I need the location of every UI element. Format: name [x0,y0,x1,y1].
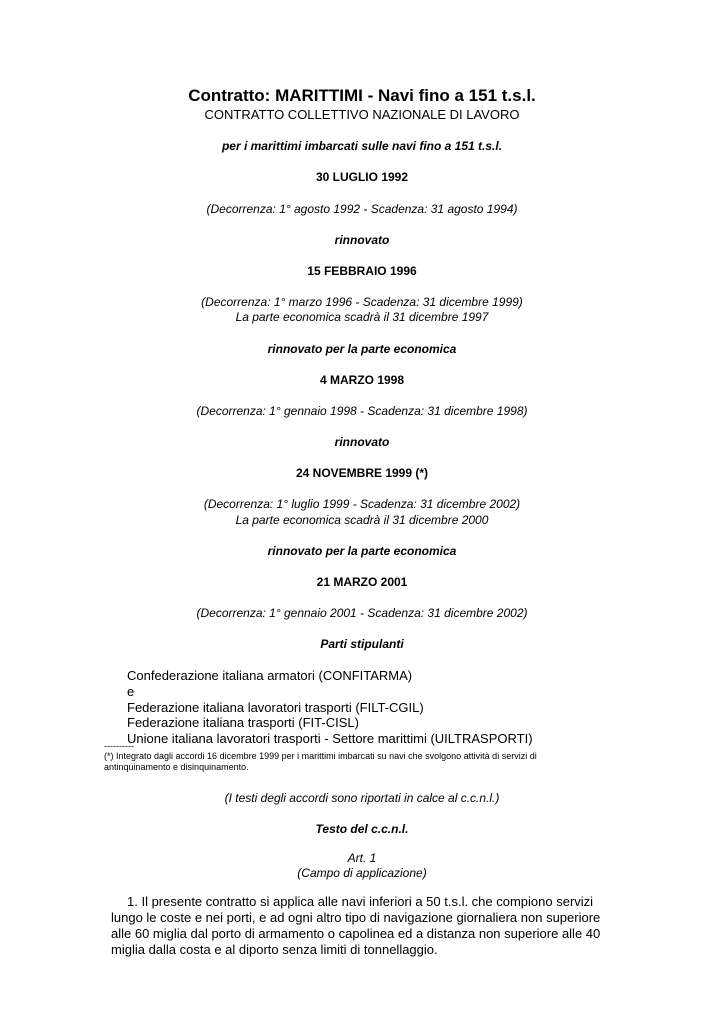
agreement-date: 24 NOVEMBRE 1999 (*) [295,466,429,480]
party-item: Federazione italiana trasporti (FIT-CISL) [127,715,359,730]
agreement-validity: (Decorrenza: 1° gennaio 2001 - Scadenza: 31 dicembre 2002) [196,606,528,620]
party-item: Federazione italiana lavoratori trasporti (FILT-CGIL) [127,700,424,715]
footnote-text: antinquinamento e disinquinamento. [104,762,249,772]
article-paragraph: 1. Il presente contratto si applica alle navi inferiori a 50 t.s.l. che compiono servizi lungo le coste e nei porti, e ad ogni altro tipo di navigazione giornaliera non superiore alle 60 miglia dal porto di armamento o capolinea ed a distanza non superiore alle 40 miglia dalla costa e al diporto senza limiti di tonnellaggio. [111,894,601,957]
parties-heading: Parti stipulanti [320,637,404,651]
party-item: Confederazione italiana armatori (CONFITARMA) [127,668,413,683]
agreement-validity: (Decorrenza: 1° gennaio 1998 - Scadenza: 31 dicembre 1998) [196,404,528,418]
agreement-validity: (Decorrenza: 1° luglio 1999 - Scadenza: 31 dicembre 2002) [203,497,521,511]
party-item: Unione italiana lavoratori trasporti - Settore marittimi (UILTRASPORTI) [127,731,533,746]
texts-note: (I testi degli accordi sono riportati in calce al c.c.n.l.) [224,791,500,805]
footnote-separator: ---------- [104,741,134,751]
renewal-status: rinnovato per la parte economica [267,544,457,558]
agreement-date: 15 FEBBRAIO 1996 [307,264,417,278]
footnote-text: (*) Integrato dagli accordi 16 dicembre 1999 per i marittimi imbarcati su navi che svolgono attività di servizi di [104,751,537,761]
document-subtitle: CONTRATTO COLLETTIVO NAZIONALE DI LAVORO [204,107,520,122]
document-title: Contratto: MARITTIMI - Navi fino a 151 t.s.l. [188,86,536,105]
renewal-status: rinnovato [334,233,390,247]
agreement-validity: (Decorrenza: 1° marzo 1996 - Scadenza: 31 dicembre 1999) [201,295,523,309]
text-heading: Testo del c.c.n.l. [315,822,409,836]
party-conjunction: e [127,684,135,699]
agreement-validity: (Decorrenza: 1° agosto 1992 - Scadenza: 31 agosto 1994) [206,202,518,216]
agreement-date: 30 LUGLIO 1992 [315,170,409,184]
agreement-date: 21 MARZO 2001 [316,575,408,589]
agreement-note: La parte economica scadrà il 31 dicembre 1997 [235,310,489,324]
agreement-date: 4 MARZO 1998 [319,373,405,387]
agreement-note: La parte economica scadrà il 31 dicembre 2000 [235,513,489,527]
renewal-status: rinnovato [334,435,390,449]
renewal-status: rinnovato per la parte economica [267,342,457,356]
article-number: Art. 1 [347,851,377,865]
article-title: (Campo di applicazione) [297,866,427,880]
intro-line: per i marittimi imbarcati sulle navi fino a 151 t.s.l. [221,139,503,153]
